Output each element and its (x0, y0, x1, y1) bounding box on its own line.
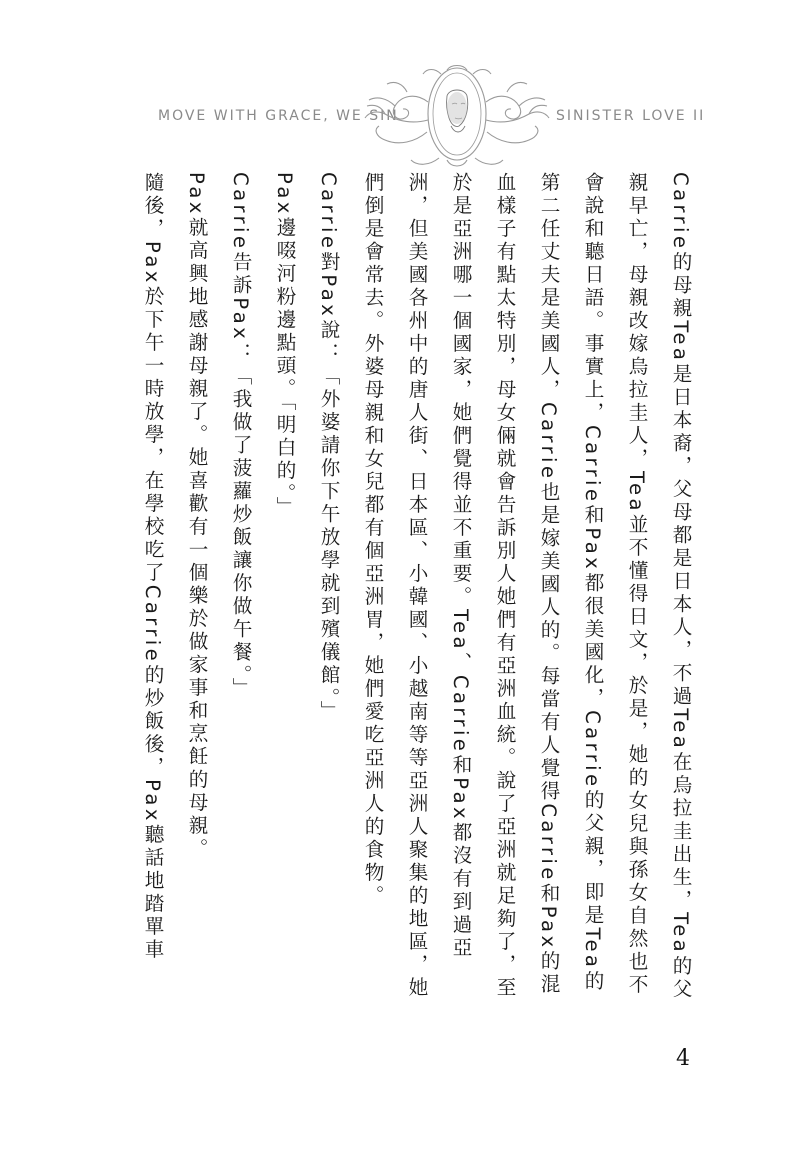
paragraph: Pax邊啜河粉邊點頭。「明白的。」 (273, 172, 296, 520)
vertical-body-text (141, 172, 702, 1002)
page-number: 4 (676, 1046, 690, 1071)
ornate-portrait-frame-icon (355, 62, 560, 174)
running-header-right: SINISTER LOVE II (556, 108, 706, 124)
paragraph: Carrie的母親Tea是日本裔，父母都是日本人，不過Tea在烏拉圭出生，Tea的父親早亡，母親改嫁烏拉圭人，Tea並不懂得日文，於是，她的女兒與孫女自然也不會說和聽日語。事實上，Carrie和Pax都很美國化，Carrie的父親，即是Tea的第二任丈夫是美國人，Carrie也是嫁美國人的。每當有人覺得Carrie和Pax的混血樣子有點太特別，母女倆就會告訴別人她們有亞洲血統。說了亞洲就足夠了，至於是亞洲哪一個國家，她們覺得並不重要。Tea、Carrie和Pax都沒有到過亞洲，但美國各州中的唐人街、日本區、小韓國、小越南等等亞洲人聚集的地區，她們倒是會常去。外婆母親和女兒都有個亞洲胃，她們愛吃亞洲人的食物。 (361, 172, 692, 1002)
paragraph: Carrie告訴Pax：「我做了菠蘿炒飯讓你做午餐。」 (229, 172, 252, 701)
paragraph: 隨後，Pax於下午一時放學，在學校吃了Carrie的炒飯後，Pax聽話地踏單車 (141, 172, 164, 962)
paragraph: Carrie對Pax說：「外婆請你下午放學就到殯儀館。」 (317, 172, 340, 724)
paragraph: Pax就高興地感謝母親了。她喜歡有一個樂於做家事和烹飪的母親。 (185, 172, 208, 861)
running-header-left: MOVE WITH GRACE, WE SIN (158, 108, 399, 124)
